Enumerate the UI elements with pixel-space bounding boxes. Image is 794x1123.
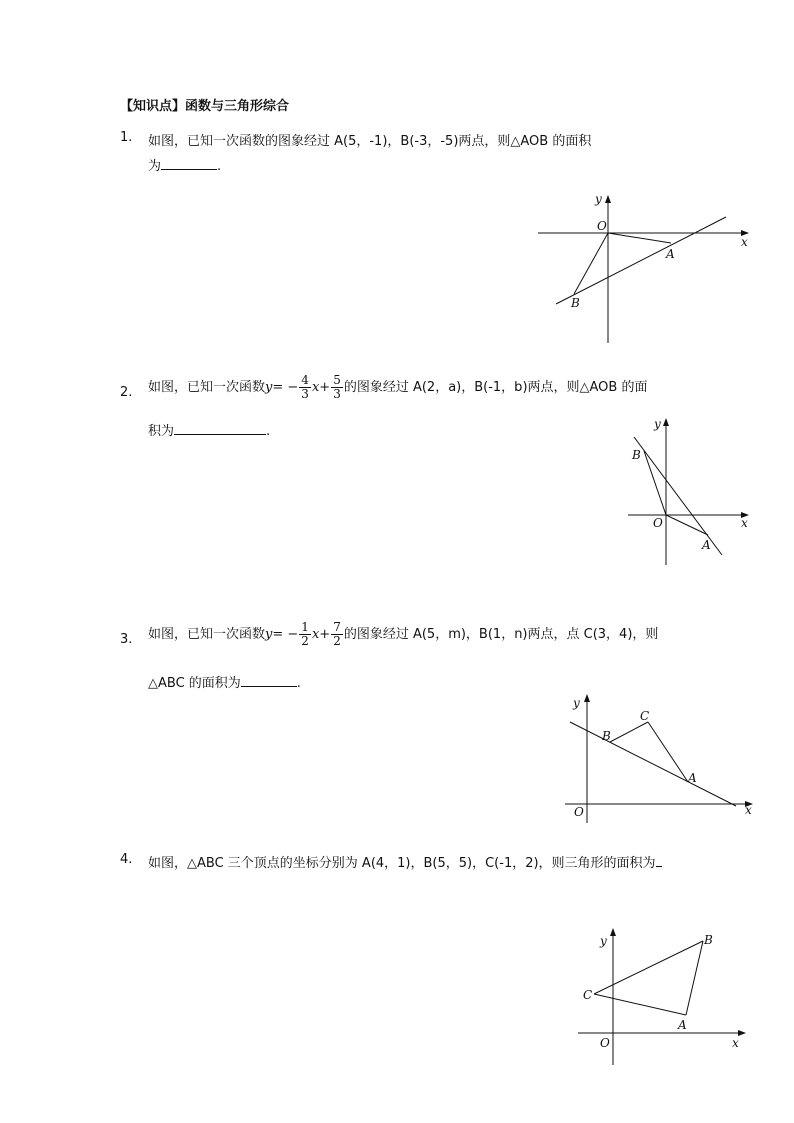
fig4-point-c-label: C	[583, 988, 593, 1002]
fig4-x-label: x	[732, 1036, 739, 1050]
problem-2-eq-x: x	[311, 380, 320, 395]
fig3-point-c-label: C	[640, 709, 650, 723]
fig3-point-b-label: B	[602, 729, 611, 743]
problem-2-frac1-num: 4	[301, 373, 309, 387]
problem-3-eq-y: y	[265, 627, 273, 642]
problem-3-line2-pre: △ABC 的面积为	[148, 676, 241, 691]
problem-3-number: 3.	[120, 632, 133, 647]
problem-3-frac2-num: 7	[333, 620, 341, 634]
problem-3-line2	[148, 672, 301, 691]
problem-1-line2-post: .	[217, 159, 222, 174]
problem-3-eq-x: x	[311, 627, 320, 642]
fig2-segment-ob	[644, 451, 666, 515]
problem-4-line1	[148, 852, 662, 871]
problem-3-fraction-1	[299, 621, 311, 648]
problem-2-number: 2.	[120, 385, 133, 400]
figure-3	[560, 690, 760, 825]
fig1-point-b-label: B	[571, 296, 580, 310]
problem-2-eq-y: y	[265, 380, 273, 395]
problem-3-frac2-den: 2	[333, 634, 341, 648]
problem-2-pre: 如图，已知一次函数	[148, 380, 266, 395]
problem-1-line1: 如图，已知一次函数的图象经过 A(5，-1)，B(-3，-5)两点，则△AOB 的面积	[148, 134, 592, 149]
problem-1-line2-pre: 为	[148, 159, 162, 174]
fig1-point-a-label: A	[666, 247, 675, 261]
fig1-line	[556, 217, 726, 304]
fig2-point-b-label: B	[632, 448, 641, 462]
problem-2-frac2-num: 5	[333, 373, 341, 387]
problem-2-eq-equals: = −	[272, 380, 299, 395]
problem-1-line2	[148, 155, 221, 174]
problem-2-post: 的图象经过 A(2，a)，B(-1，b)两点，则△AOB 的面	[343, 380, 648, 395]
fig4-point-a-label: A	[678, 1018, 687, 1032]
fig2-segment-oa	[666, 515, 708, 535]
problem-4-text: 如图，△ABC 三个顶点的坐标分别为 A(4，1)，B(5，5)，C(-1，2)，则三角形的面积为	[148, 856, 656, 871]
problem-3-post: 的图象经过 A(5，m)，B(1，n)两点，点 C(3，4)，则	[343, 627, 659, 642]
fig4-point-b-label: B	[704, 933, 713, 947]
fig1-segment-oa	[608, 233, 671, 243]
section-heading: 【知识点】函数与三角形综合	[120, 99, 290, 114]
fig3-origin-label: O	[574, 805, 584, 819]
problem-2-line2-post: .	[266, 424, 271, 439]
fig3-y-label: y	[573, 696, 580, 710]
fig3-line	[570, 722, 736, 806]
problem-3-line1	[148, 621, 658, 648]
problem-1-number: 1.	[120, 130, 133, 145]
problem-1-answer-blank[interactable]	[161, 157, 217, 170]
fig4-segment-ba	[686, 941, 703, 1015]
fig4-y-label: y	[600, 934, 607, 948]
problem-2-eq-plus: +	[319, 380, 331, 395]
fig1-origin-label: O	[597, 219, 607, 233]
problem-2-line2	[148, 420, 270, 439]
fig2-x-label: x	[741, 516, 748, 530]
figure-1	[530, 188, 760, 348]
fig3-x-label: x	[745, 803, 752, 817]
figure-2	[620, 415, 755, 570]
problem-2-line1	[148, 374, 647, 401]
fig4-segment-ac	[594, 994, 686, 1015]
problem-3-frac1-num: 1	[301, 620, 309, 634]
problem-2-frac1-den: 3	[301, 387, 309, 401]
fig2-y-label: y	[654, 417, 661, 431]
problem-2-line2-pre: 积为	[148, 424, 175, 439]
problem-2-fraction-1	[299, 374, 311, 401]
fig1-y-label: y	[595, 192, 602, 206]
fig2-origin-label: O	[653, 516, 663, 530]
problem-3-eq-equals: = −	[272, 627, 299, 642]
problem-3-frac1-den: 2	[301, 634, 309, 648]
fig3-segment-ca	[648, 722, 688, 782]
fig3-point-a-label: A	[688, 771, 697, 785]
problem-3-fraction-2	[331, 621, 343, 648]
problem-3-answer-blank[interactable]	[241, 674, 297, 687]
fig1-segment-ob	[574, 233, 608, 294]
problem-3-line2-post: .	[296, 676, 301, 691]
figure-4	[570, 925, 755, 1070]
problem-4-answer-blank[interactable]	[656, 854, 662, 867]
problem-4-number: 4.	[120, 852, 133, 867]
problem-3-eq-plus: +	[319, 627, 331, 642]
problem-2-fraction-2	[331, 374, 343, 401]
fig4-segment-cb	[594, 941, 703, 994]
problem-2-answer-blank[interactable]	[174, 422, 266, 435]
problem-2-frac2-den: 3	[333, 387, 341, 401]
problem-3-pre: 如图，已知一次函数	[148, 627, 266, 642]
fig2-point-a-label: A	[702, 538, 711, 552]
fig1-x-label: x	[741, 235, 748, 249]
fig3-segment-bc	[610, 722, 648, 742]
fig4-origin-label: O	[600, 1036, 610, 1050]
